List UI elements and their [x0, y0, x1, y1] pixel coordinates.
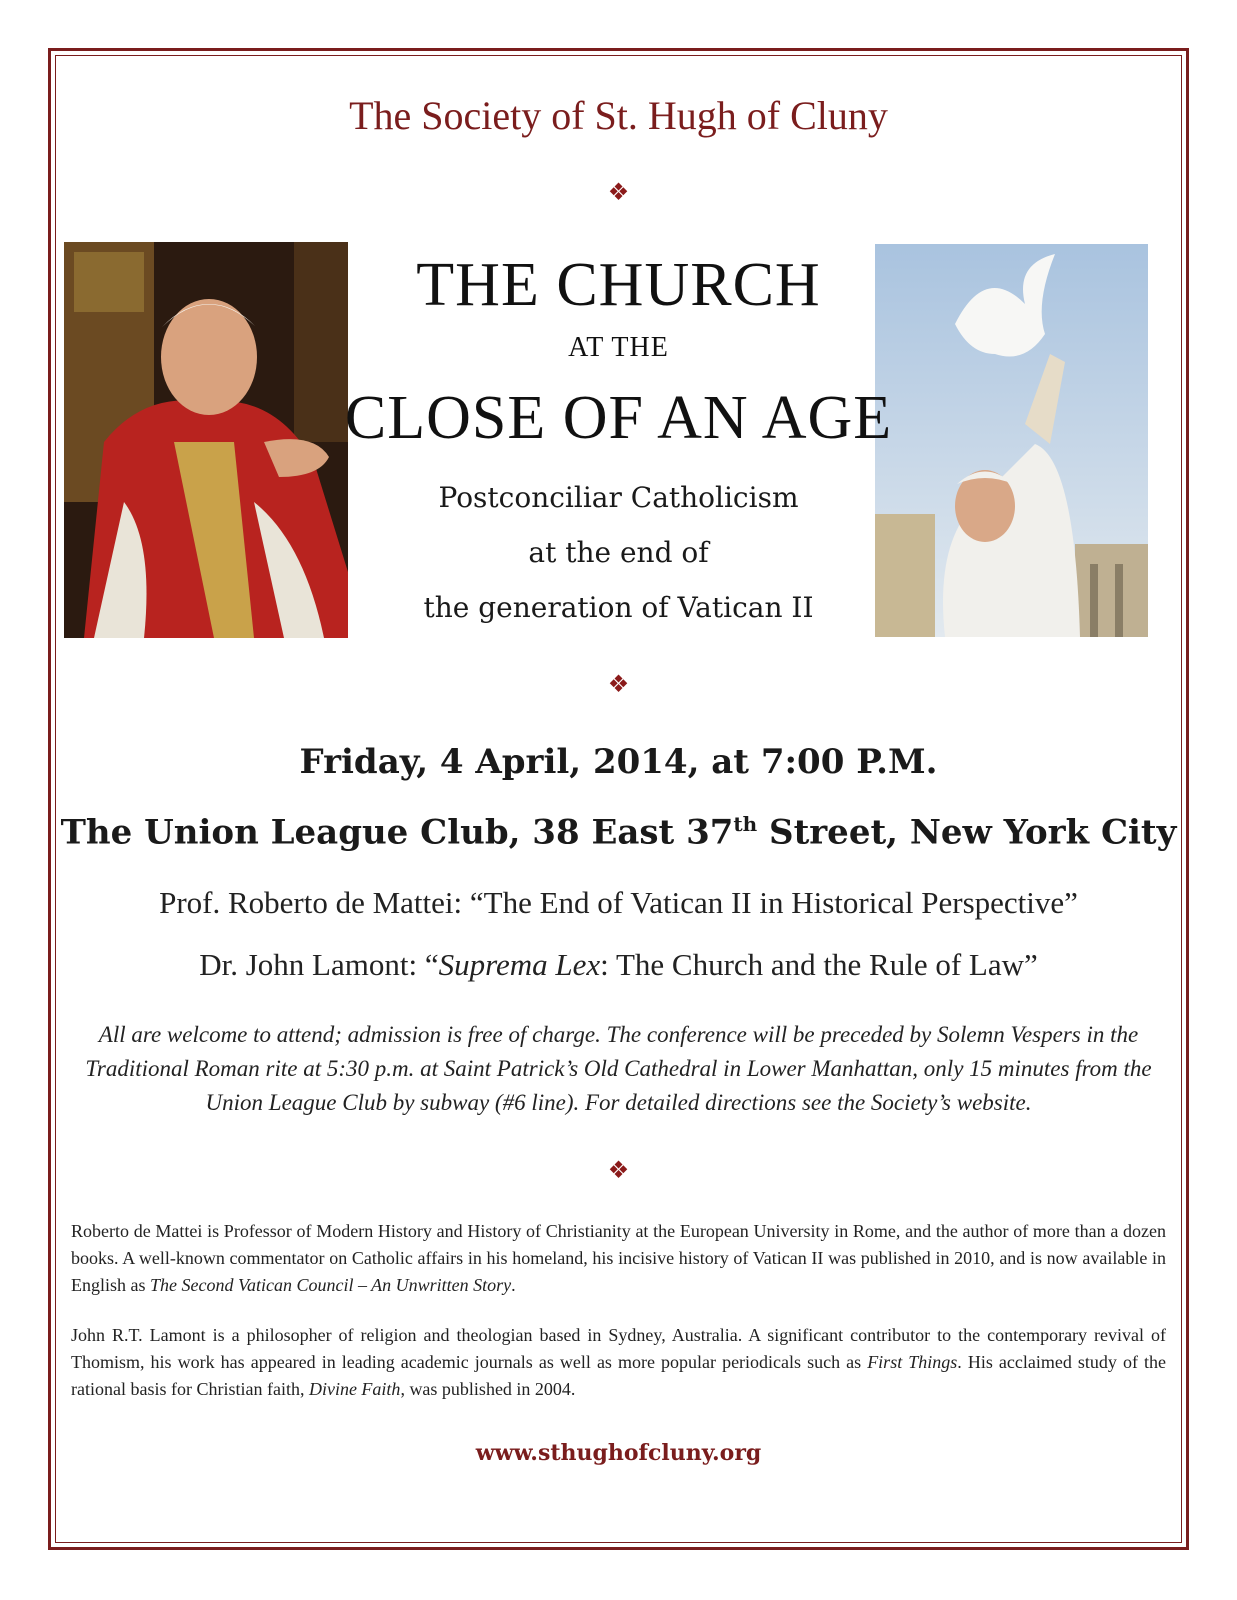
subtitle-line-1: Postconciliar Catholicism — [438, 481, 799, 514]
title-line-2: AT THE — [568, 332, 669, 363]
venue-ordinal: th — [733, 812, 758, 836]
bio-periodical-title: First Things — [867, 1352, 958, 1372]
bio-lamont — [71, 1322, 1166, 1403]
venue-text: The Union League Club, 38 East 37 — [60, 812, 734, 853]
bio-text: Roberto de Mattei is Professor of Modern History and History of Christianity at the European University in Rome, and the author of more than a dozen books. A well-known commentator on Catholic affairs in his homeland, his incisive history of Vatican II was published in 2010, and is now available in English as — [71, 1221, 1166, 1295]
website-link[interactable]: www.sthughofcluny.org — [475, 1440, 762, 1466]
talk-lamont-prefix: Dr. John Lamont: “ — [199, 947, 439, 982]
talk-de-mattei: Prof. Roberto de Mattei: “The End of Vatican II in Historical Perspective” — [159, 885, 1078, 920]
ornament-bottom: ❖ — [607, 1156, 630, 1184]
ornament-middle: ❖ — [607, 670, 630, 698]
event-venue — [0, 812, 1237, 852]
ornament-top: ❖ — [607, 178, 630, 206]
bio-text: . His acclaimed study of the rational basis for Christian faith, — [71, 1352, 1166, 1399]
society-name: The Society of St. Hugh of Cluny — [349, 93, 888, 138]
bio-book-title: The Second Vatican Council – An Unwritten Story — [150, 1275, 512, 1295]
title-line-1: THE CHURCH — [416, 251, 821, 319]
subtitle-line-3: the generation of Vatican II — [423, 591, 814, 624]
bio-text-end: , was published in 2004. — [400, 1379, 576, 1399]
talk-lamont — [0, 947, 1237, 983]
talk-lamont-italic: Suprema Lex — [438, 947, 601, 982]
venue-text-end: Street, New York City — [757, 812, 1177, 853]
subtitle-line-2: at the end of — [528, 536, 709, 569]
bio-text: John R.T. Lamont is a philosopher of religion and theologian based in Sydney, Australia. A significant contributor to the contemporary revival of Thomism, his work has appeared in leading academic journals as well as more popular periodicals such as — [71, 1325, 1166, 1372]
title-line-3: CLOSE OF AN AGE — [344, 384, 893, 452]
talk-lamont-suffix: : The Church and the Rule of Law” — [600, 947, 1038, 982]
bio-de-mattei — [71, 1218, 1166, 1299]
event-info: All are welcome to attend; admission is free of charge. The conference will be preceded by Solemn Vespers in the Traditional Roman rite at 5:30 p.m. at Saint Patrick’s Old Cathedral in Lower Manhattan, only 15 minutes from the Union League Club by subway (#6 line). For detailed directions see the Society’s website. — [85, 1022, 1152, 1115]
event-date: Friday, 4 April, 2014, at 7:00 P.M. — [299, 742, 938, 782]
bio-book-title: Divine Faith — [308, 1379, 401, 1399]
bio-text-end: . — [511, 1275, 516, 1295]
